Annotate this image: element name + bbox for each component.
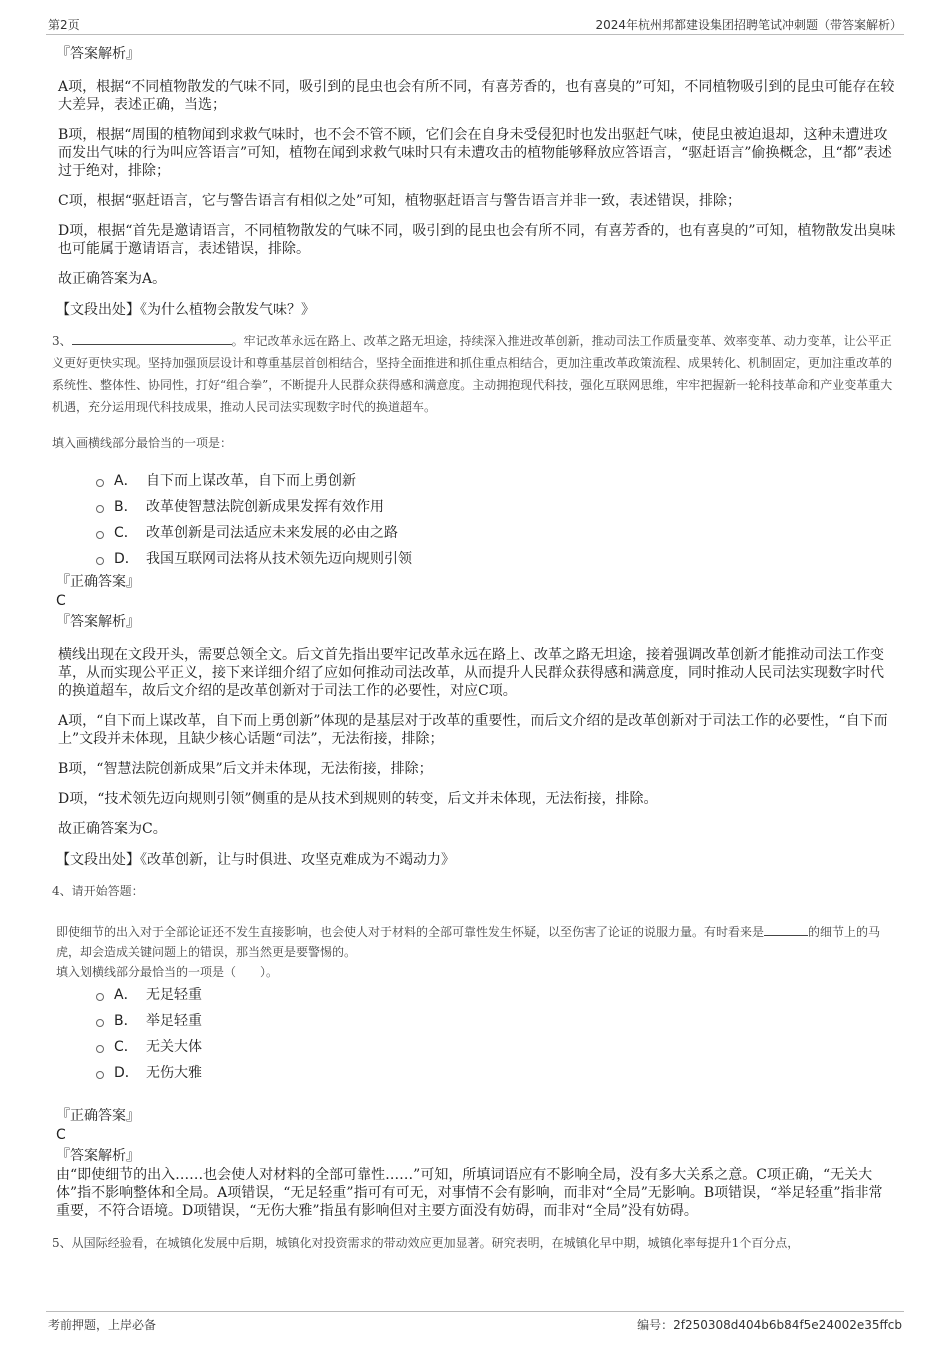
question-5 [52, 1232, 896, 1254]
question-3 [52, 330, 896, 870]
question-intro: 4、请开始答题： [52, 884, 144, 898]
analysis-label: 『答案解析』 [56, 614, 140, 630]
question-passage: 5、从国际经验看，在城镇化发展中后期，城镇化对投资需求的带动效应更加显著。研究表明，在城镇化早中期，城镇化率每提升1个百分点， [52, 1236, 800, 1250]
option-a[interactable]: A． 自下而上谋改革，自下而上勇创新 [96, 468, 896, 494]
radio-icon[interactable] [96, 479, 104, 487]
radio-icon[interactable] [96, 1071, 104, 1079]
footer-slogan: 考前押题，上岸必备 [48, 1318, 157, 1332]
radio-icon[interactable] [96, 557, 104, 565]
radio-icon[interactable] [96, 531, 104, 539]
correct-answer-label: 『正确答案』 [56, 1108, 140, 1124]
page-footer [46, 1311, 904, 1336]
answer-options [96, 468, 896, 572]
document-body [52, 44, 896, 1254]
page-number: 第2页 [48, 18, 80, 32]
option-d[interactable]: D． 无伤大雅 [96, 1060, 896, 1086]
option-c[interactable]: C． 改革创新是司法适应未来发展的必由之路 [96, 520, 896, 546]
radio-icon[interactable] [96, 993, 104, 1001]
correct-answer: C [56, 1127, 66, 1143]
analysis-conclusion: 故正确答案为C。 [58, 821, 167, 837]
analysis-paragraph: 由“即使细节的出入……也会使人对材料的全部可靠性……”可知，所填词语应有不影响全局，没有多大关系之意。C项正确，“无关大体”指不影响整体和全局。A项错误，“无足轻重”指可有可无，对事情不会有影响，而非对“全局”无影响。B项错误，“举足轻重”指非常重要，不符合语境。D项错误，“无伤大雅”指虽有影响但对主要方面没有妨碍，而非对“全局”没有妨碍。 [56, 1167, 883, 1219]
question-number: 3、 [52, 334, 72, 348]
fill-blank [764, 924, 808, 936]
analysis-conclusion: 故正确答案为A。 [58, 271, 167, 287]
document-code: 编号：2f250308d404b6b84f5e24002e35ffcb [637, 1318, 902, 1332]
radio-icon[interactable] [96, 1019, 104, 1027]
option-b[interactable]: B． 改革使智慧法院创新成果发挥有效作用 [96, 494, 896, 520]
passage-text: 。牢记改革永远在路上、改革之路无坦途，持续深入推进改革创新，推动司法工作质量变革、效率变革、动力变革，让公平正义更好更快实现。坚持加强顶层设计和尊重基层首创相结合，坚持全面推进和抓住重点相结合，更加注重改革政策流程、成果转化、机制固定，更加注重改革的系统性、整体性、协同性，打好“组合拳”，不断提升人民群众获得感和满意度。主动拥抱现代科技，强化互联网思维，牢牢把握新一轮科技革命和产业变革重大机遇，充分运用现代科技成果，推动人民司法实现数字时代的换道超车。 [52, 334, 893, 414]
answer-options [96, 982, 896, 1086]
passage-source: 【文段出处】《为什么植物会散发气味？》 [56, 302, 315, 318]
question-passage: 即使细节的出入对于全部论证还不发生直接影响，也会使人对于材料的全部可靠性发生怀疑，以至伤害了论证的说服力量。有时看来是 的细节上的马虎，却会造成关键问题上的错误，那当然更是要警惕的。 [56, 925, 881, 959]
question-number: 4、 [52, 884, 72, 898]
question-4 [52, 880, 896, 1220]
question-prompt: 填入划横线部分最恰当的一项是（ ）。 [56, 965, 279, 979]
option-a[interactable]: A． 无足轻重 [96, 982, 896, 1008]
question-prompt: 填入画横线部分最恰当的一项是： [52, 436, 233, 450]
analysis-label: 『答案解析』 [56, 46, 140, 62]
analysis-paragraph: B项，“智慧法院创新成果”后文并未体现，无法衔接，排除； [58, 761, 433, 777]
question-passage [52, 330, 896, 418]
radio-icon[interactable] [96, 1045, 104, 1053]
radio-icon[interactable] [96, 505, 104, 513]
analysis-paragraph: C项，根据“驱赶语言，它与警告语言有相似之处”可知，植物驱赶语言与警告语言并非一致，表述错误，排除； [58, 193, 742, 209]
analysis-paragraph: D项，“技术领先迈向规则引领”侧重的是从技术到规则的转变，后文并未体现，无法衔接，排除。 [58, 791, 658, 807]
analysis-paragraph: A项，“自下而上谋改革，自下而上勇创新”体现的是基层对于改革的重要性，而后文介绍的是改革创新对于司法工作的必要性，“自下而上”文段并未体现，且缺少核心话题“司法”，无法衔接，排除； [58, 713, 888, 747]
analysis-paragraph: B项，根据“周围的植物闻到求救气味时，也不会不管不顾，它们会在自身未受侵犯时也发出驱赶气味，使昆虫被迫退却，这种未遭进攻而发出气味的行为叫应答语言”可知，植物在闻到求救气味时只有未遭攻击的植物能够释放应答语言，“驱赶语言”偷换概念，且“都”表述过于绝对，排除； [58, 127, 892, 179]
analysis-paragraph: 横线出现在文段开头，需要总领全文。后文首先指出要牢记改革永远在路上、改革之路无坦途，接着强调改革创新才能推动司法工作变革，从而实现公平正义，接下来详细介绍了应如何推动司法改革，从而提升人民群众获得感和满意度，同时推动人民司法实现数字时代的换道超车，故后文介绍的是改革创新对于司法工作的必要性，对应C项。 [58, 647, 884, 699]
option-c[interactable]: C． 无关大体 [96, 1034, 896, 1060]
analysis-paragraph: D项，根据“首先是邀请语言，不同植物散发的气味不同，吸引到的昆虫也会有所不同，有喜芳香的，也有喜臭的”可知，植物散发出臭味也可能属于邀请语言，表述错误，排除。 [58, 223, 896, 257]
page-header [46, 14, 904, 35]
document-title: 2024年杭州邦都建设集团招聘笔试冲刺题（带答案解析） [595, 18, 902, 32]
fill-blank [72, 333, 232, 345]
analysis-label: 『答案解析』 [56, 1148, 140, 1164]
question-number: 5、 [52, 1236, 72, 1250]
option-d[interactable]: D． 我国互联网司法将从技术领先迈向规则引领 [96, 546, 896, 572]
correct-answer: C [56, 593, 66, 609]
correct-answer-label: 『正确答案』 [56, 574, 140, 590]
passage-source: 【文段出处】《改革创新，让与时俱进、攻坚克难成为不竭动力》 [56, 852, 455, 868]
analysis-paragraph: A项，根据“不同植物散发的气味不同，吸引到的昆虫也会有所不同，有喜芳香的，也有喜臭的”可知，不同植物吸引到的昆虫可能存在较大差异，表述正确，当选； [58, 79, 895, 113]
question-2-analysis [56, 44, 896, 320]
option-b[interactable]: B． 举足轻重 [96, 1008, 896, 1034]
